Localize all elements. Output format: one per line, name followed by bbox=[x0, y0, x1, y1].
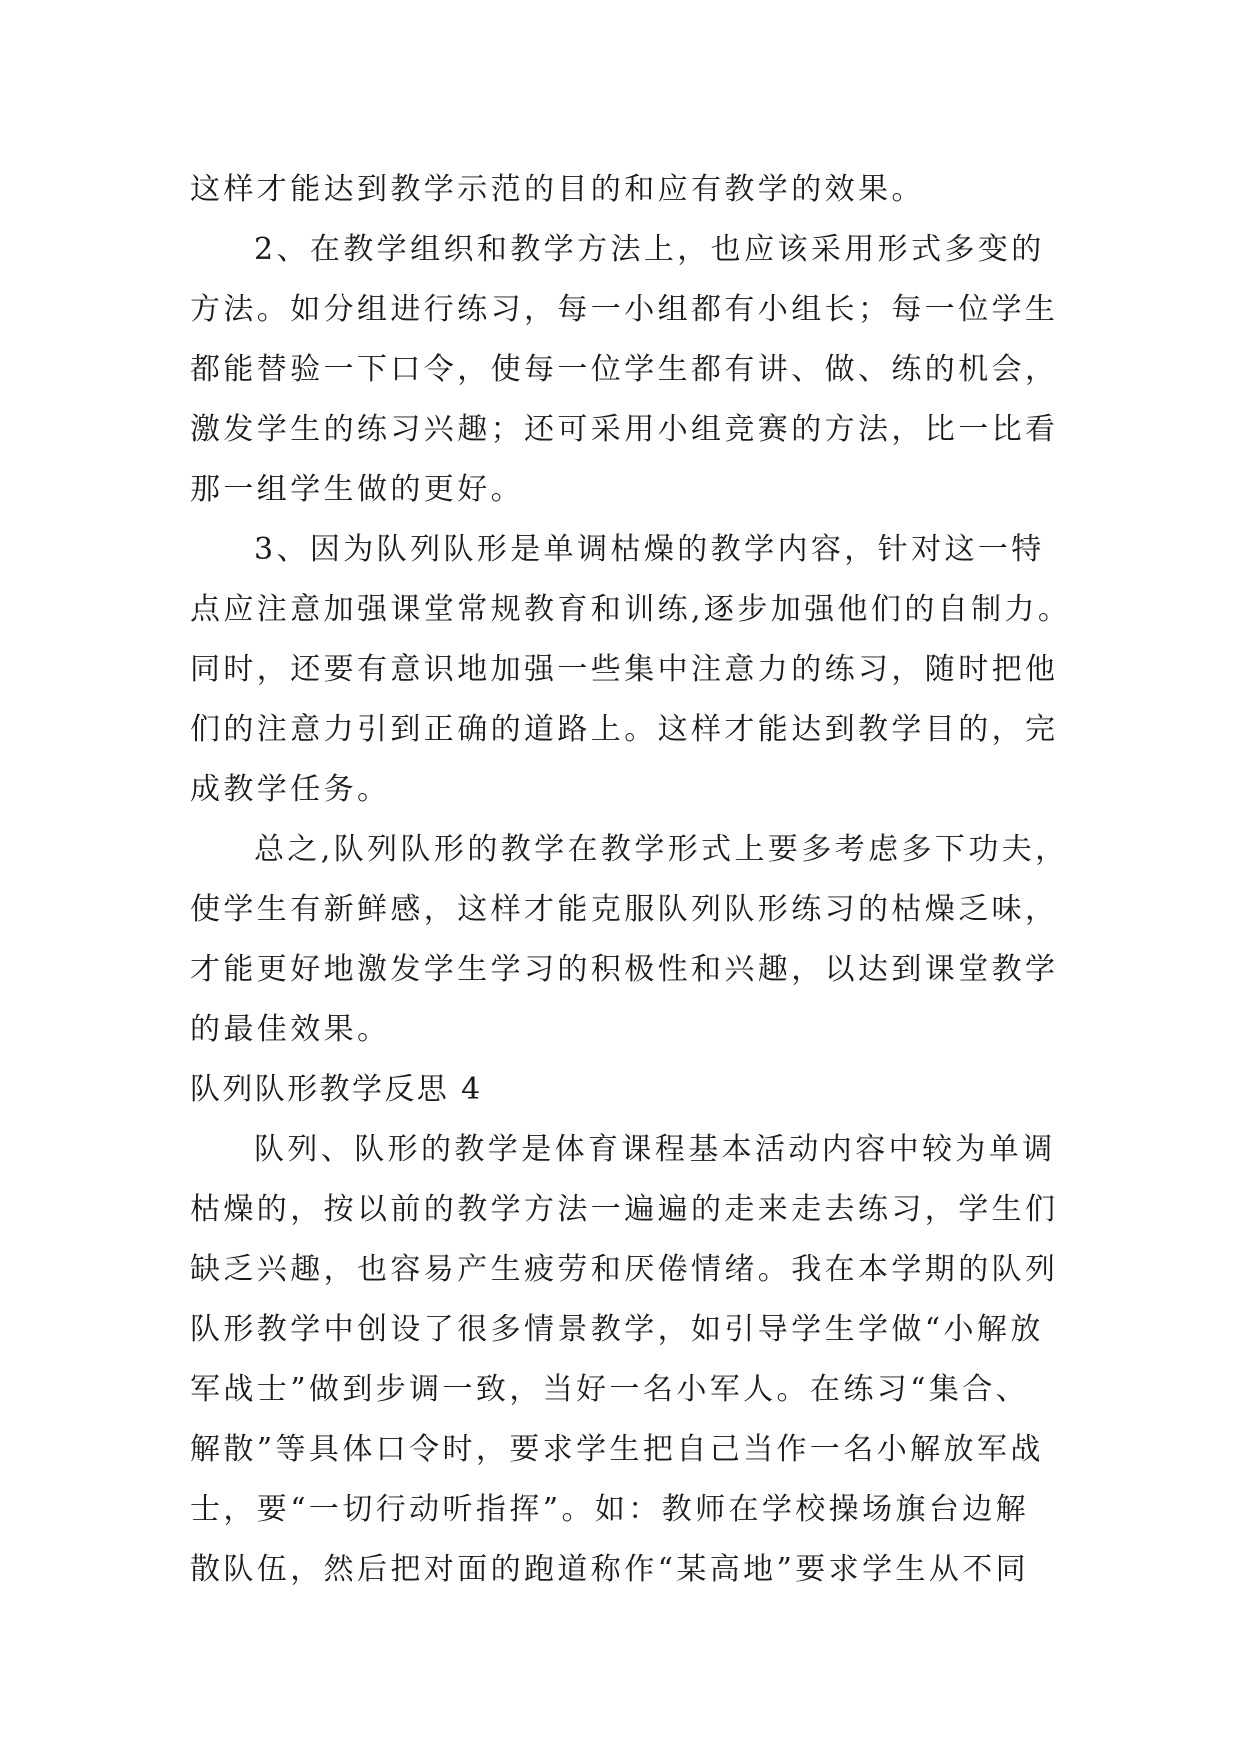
text-line: 2、在教学组织和教学方法上，也应该采用形式多变的 bbox=[254, 232, 1045, 267]
text-line: 解散”等具体口令时，要求学生把自己当作一名小解放军战 bbox=[190, 1432, 1044, 1467]
text-line: 散队伍，然后把对面的跑道称作“某高地”要求学生从不同 bbox=[190, 1552, 1030, 1587]
text-line: 才能更好地激发学生学习的积极性和兴趣，以达到课堂教学 bbox=[190, 952, 1059, 987]
text-line: 3、因为队列队形是单调枯燥的教学内容，针对这一特 bbox=[254, 532, 1045, 567]
document-body bbox=[190, 160, 1072, 1600]
text-line: 的最佳效果。 bbox=[190, 1012, 391, 1047]
text-line: 点应注意加强课堂常规教育和训练,逐步加强他们的自制力。 bbox=[190, 592, 1072, 627]
text-line: 枯燥的，按以前的教学方法一遍遍的走来走去练习，学生们 bbox=[190, 1192, 1059, 1227]
section-heading: 队列队形教学反思 4 bbox=[190, 1072, 483, 1107]
text-line: 士，要“一切行动听指挥”。如：教师在学校操场旗台边解 bbox=[190, 1492, 1030, 1527]
text-line: 使学生有新鲜感，这样才能克服队列队形练习的枯燥乏味， bbox=[190, 892, 1059, 927]
text-line: 这样才能达到教学示范的目的和应有教学的效果。 bbox=[190, 172, 925, 207]
text-line: 军战士”做到步调一致，当好一名小军人。在练习“集合、 bbox=[190, 1372, 1030, 1407]
text-line: 激发学生的练习兴趣；还可采用小组竞赛的方法，比一比看 bbox=[190, 412, 1059, 447]
text-line: 队形教学中创设了很多情景教学，如引导学生学做“小解放 bbox=[190, 1312, 1044, 1347]
text-line: 成教学任务。 bbox=[190, 772, 391, 807]
text-line: 都能替验一下口令，使每一位学生都有讲、做、练的机会， bbox=[190, 352, 1059, 387]
text-line: 那一组学生做的更好。 bbox=[190, 472, 524, 507]
text-line: 缺乏兴趣，也容易产生疲劳和厌倦情绪。我在本学期的队列 bbox=[190, 1252, 1059, 1287]
text-line: 方法。如分组进行练习，每一小组都有小组长；每一位学生 bbox=[190, 292, 1059, 327]
text-line: 总之,队列队形的教学在教学形式上要多考虑多下功夫， bbox=[254, 832, 1069, 867]
text-line: 们的注意力引到正确的道路上。这样才能达到教学目的，完 bbox=[190, 712, 1059, 747]
text-line: 同时，还要有意识地加强一些集中注意力的练习，随时把他 bbox=[190, 652, 1059, 687]
text-line: 队列、队形的教学是体育课程基本活动内容中较为单调 bbox=[254, 1132, 1056, 1167]
